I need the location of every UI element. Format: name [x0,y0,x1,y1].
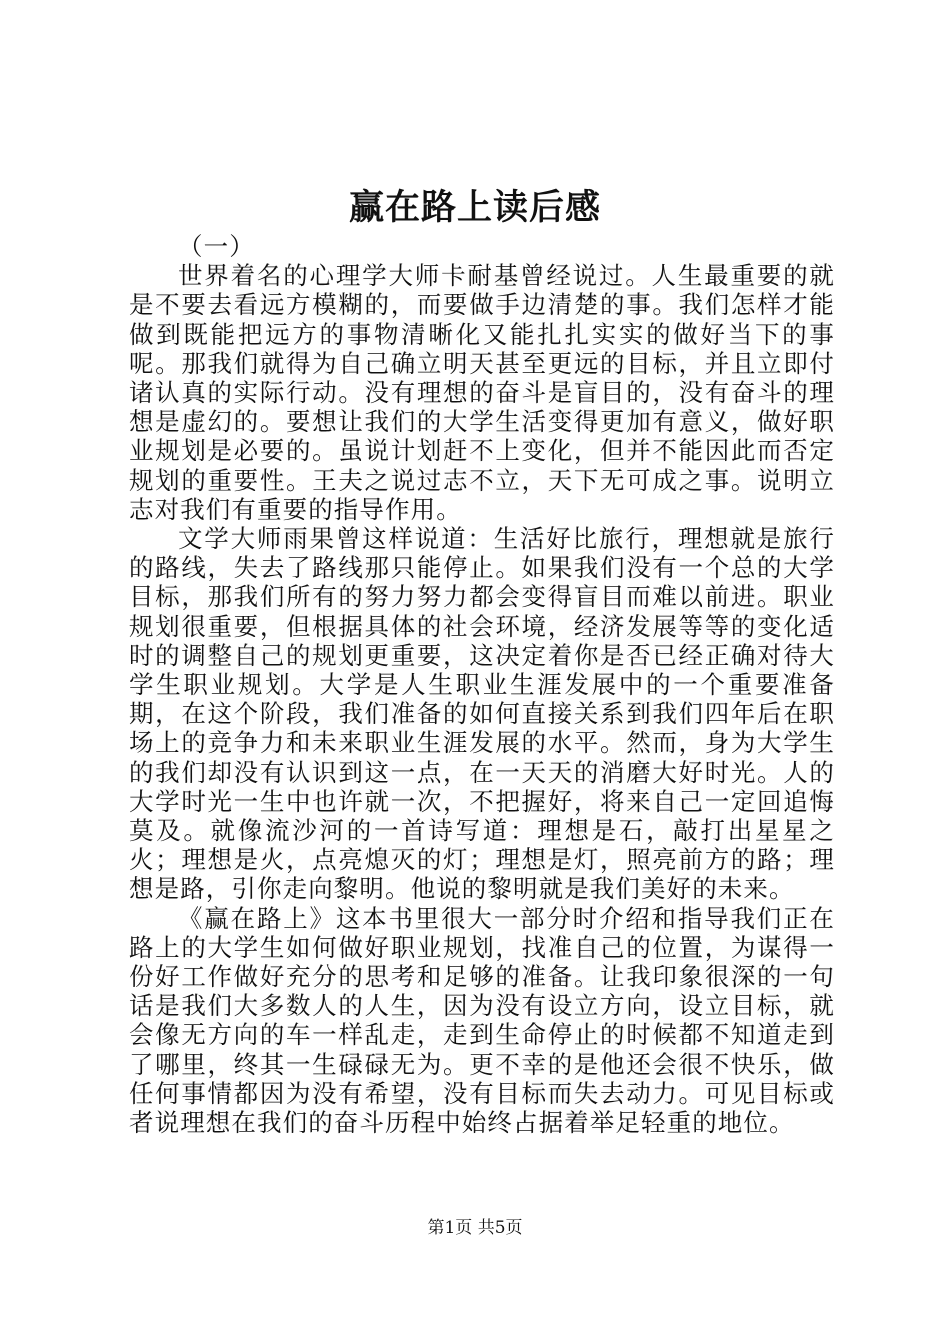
paragraph-2: 文学大师雨果曾这样说道：生活好比旅行，理想就是旅行的路线，失去了路线那只能停止。如果我们没有一个总的大学目标，那我们所有的努力努力都会变得盲目而难以前进。职业规划很重要，但根据具体的社会环境，经济发展等等的变化适时的调整自己的规划更重要，这决定着你是否已经正确对待大学生职业规划。大学是人生职业生涯发展中的一个重要准备期，在这个阶段，我们准备的如何直接关系到我们四年后在职场上的竞争力和未来职业生涯发展的水平。然而，身为大学生的我们却没有认识到这一点，在一天天的消磨大好时光。人的大学时光一生中也许就一次，不把握好，将来自己一定回追悔莫及。就像流沙河的一首诗写道：理想是石，敲打出星星之火；理想是火，点亮熄灭的灯；理想是灯，照亮前方的路；理想是路，引你走向黎明。他说的黎明就是我们美好的未来。 [129,524,835,904]
section-marker: （一） [178,232,255,261]
page-number-footer: 第1页 共5页 [427,1218,523,1238]
document-body [129,232,835,1137]
paragraph-1: 世界着名的心理学大师卡耐基曾经说过。人生最重要的就是不要去看远方模糊的，而要做手边清楚的事。我们怎样才能做到既能把远方的事物清晰化又能扎扎实实的做好当下的事呢。那我们就得为自己确立明天甚至更远的目标，并且立即付诸认真的实际行动。没有理想的奋斗是盲目的，没有奋斗的理想是虚幻的。要想让我们的大学生活变得更加有意义，做好职业规划是必要的。虽说计划赶不上变化，但并不能因此而否定规划的重要性。王夫之说过志不立，天下无可成之事。说明立志对我们有重要的指导作用。 [129,261,835,524]
document-title: 赢在路上读后感 [348,187,601,228]
paragraph-3: 《赢在路上》这本书里很大一部分时介绍和指导我们正在路上的大学生如何做好职业规划，找准自己的位置，为谋得一份好工作做好充分的思考和足够的准备。让我印象很深的一句话是我们大多数人的人生，因为没有设立方向，设立目标，就会像无方向的车一样乱走，走到生命停止的时候都不知道走到了哪里，终其一生碌碌无为。更不幸的是他还会很不快乐，做任何事情都因为没有希望，没有目标而失去动力。可见目标或者说理想在我们的奋斗历程中始终占据着举足轻重的地位。 [129,903,835,1138]
